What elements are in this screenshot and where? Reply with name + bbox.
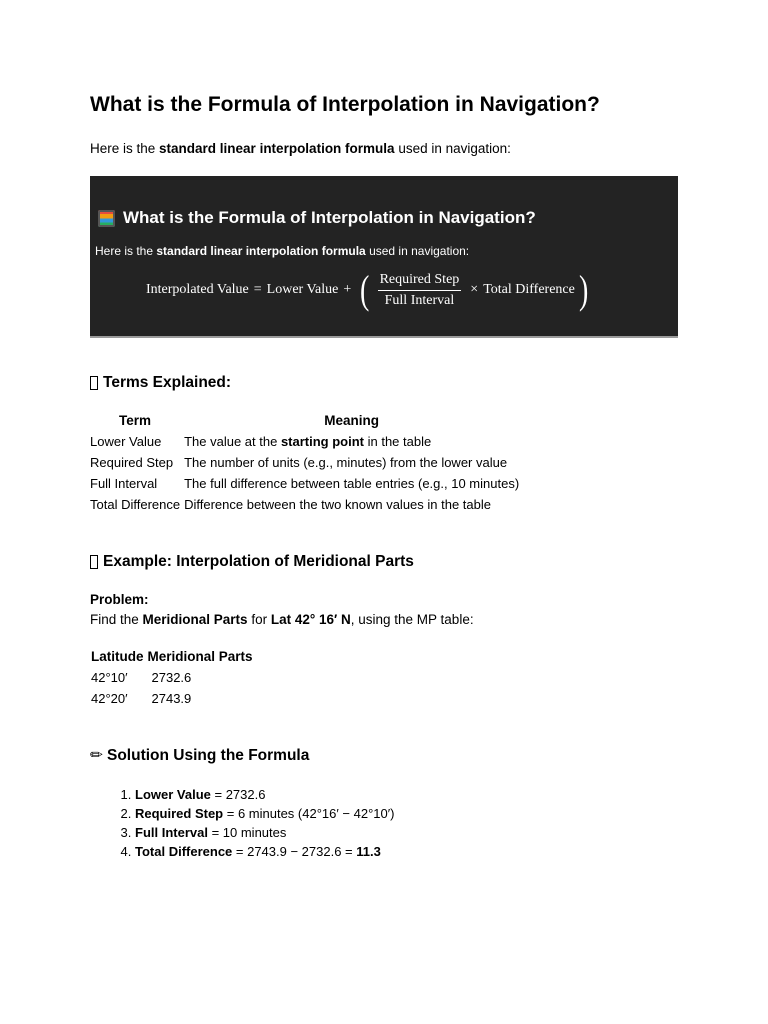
example-heading-text: Example: Interpolation of Meridional Parts [103, 553, 414, 570]
formula-total-difference: Total Difference [483, 282, 575, 297]
terms-table [88, 412, 521, 515]
column-header-latitude: Latitude [91, 649, 144, 664]
intro-text: Here is the [90, 141, 160, 156]
missing-glyph-icon [90, 555, 98, 569]
meaning-text: The value at the [184, 434, 281, 449]
meaning-cell [182, 452, 521, 473]
formula-numerator: Required Step [378, 272, 462, 291]
intro-bold-text: standard linear interpolation formula [159, 141, 395, 156]
formula-times: × [470, 282, 479, 297]
step-label: Required Step [135, 806, 224, 821]
interpolation-formula [146, 268, 592, 312]
embedded-intro-end: used in navigation: [365, 244, 470, 258]
column-header-meridional-parts: Meridional Parts [147, 649, 253, 664]
missing-glyph-icon [90, 376, 98, 390]
meaning-bold-text: starting point [280, 434, 364, 449]
column-header-term: Term [119, 413, 152, 428]
formula-fraction [378, 272, 462, 309]
solution-heading [90, 746, 309, 765]
terms-heading-text: Terms Explained: [103, 374, 232, 391]
problem-text-part: for [247, 612, 271, 627]
embedded-intro-text: Here is the [95, 244, 157, 258]
embedded-title-text: What is the Formula of Interpolation in Navigation? [123, 208, 536, 227]
intro-text-end: used in navigation: [394, 141, 511, 156]
mp-table-body [89, 667, 255, 709]
problem-text-part: Find the [90, 612, 143, 627]
problem-text-part: , using the MP table: [350, 612, 474, 627]
meaning-text: The full difference between table entries (e.g., 10 minutes) [184, 476, 520, 491]
mp-table [89, 648, 255, 709]
pencil-icon: ✏ [90, 747, 103, 764]
list-item [135, 824, 395, 843]
terms-table-body [88, 431, 521, 515]
term-cell: Full Interval [90, 476, 158, 491]
step-text: = 10 minutes [207, 825, 287, 840]
term-cell: Required Step [90, 455, 174, 470]
formula-lower-value: Lower Value [266, 282, 339, 297]
formula-lhs: Interpolated Value [146, 282, 249, 297]
books-icon [98, 210, 115, 227]
column-header-meaning: Meaning [324, 413, 379, 428]
meaning-cell [182, 473, 521, 494]
table-row [89, 667, 255, 688]
embedded-screenshot [90, 176, 678, 338]
step-label: Full Interval [135, 825, 208, 840]
step-result: 11.3 [356, 844, 381, 859]
problem-bold-part: Lat 42° 16′ N [270, 612, 351, 627]
embedded-title [98, 208, 536, 228]
step-text: = 6 minutes (42°16′ − 42°10′) [223, 806, 395, 821]
solution-heading-text: Solution Using the Formula [107, 746, 310, 764]
meaning-text-end: in the table [363, 434, 432, 449]
table-row [88, 473, 521, 494]
page-title: What is the Formula of Interpolation in Navigation? [90, 93, 600, 116]
table-header-row [88, 412, 521, 431]
example-heading [90, 553, 414, 571]
embedded-intro-bold: standard linear interpolation formula [156, 244, 366, 258]
formula-equals: = [253, 282, 262, 297]
embedded-intro [95, 244, 469, 258]
meaning-text: Difference between the two known values in the table [184, 497, 491, 512]
table-row [88, 494, 521, 515]
step-text: = 2743.9 − 2732.6 = [232, 844, 357, 859]
table-header-row [89, 648, 255, 667]
problem-text [90, 612, 474, 627]
step-label: Total Difference [135, 844, 233, 859]
formula-denominator: Full Interval [384, 292, 455, 308]
step-text: = 2732.6 [210, 787, 266, 802]
formula-plus: + [343, 282, 352, 297]
intro-paragraph [90, 141, 511, 156]
table-row [88, 452, 521, 473]
mp-cell: 2743.9 [151, 691, 192, 706]
table-row [89, 688, 255, 709]
meaning-text: The number of units (e.g., minutes) from the lower value [184, 455, 508, 470]
list-item [135, 805, 395, 824]
step-label: Lower Value [135, 787, 211, 802]
problem-bold-part: Meridional Parts [142, 612, 248, 627]
left-paren: ( [360, 267, 370, 312]
term-cell: Lower Value [90, 434, 162, 449]
latitude-cell: 42°10′ [91, 670, 128, 685]
latitude-cell: 42°20′ [91, 691, 128, 706]
meaning-cell [182, 431, 521, 452]
list-item [135, 843, 395, 862]
terms-heading [90, 374, 231, 392]
list-item [135, 786, 395, 805]
right-paren: ) [578, 267, 589, 312]
problem-label: Problem: [90, 592, 149, 607]
mp-cell: 2732.6 [151, 670, 192, 685]
solution-steps-list [114, 786, 395, 862]
term-cell: Total Difference [90, 497, 181, 512]
meaning-cell [182, 494, 521, 515]
table-row [88, 431, 521, 452]
